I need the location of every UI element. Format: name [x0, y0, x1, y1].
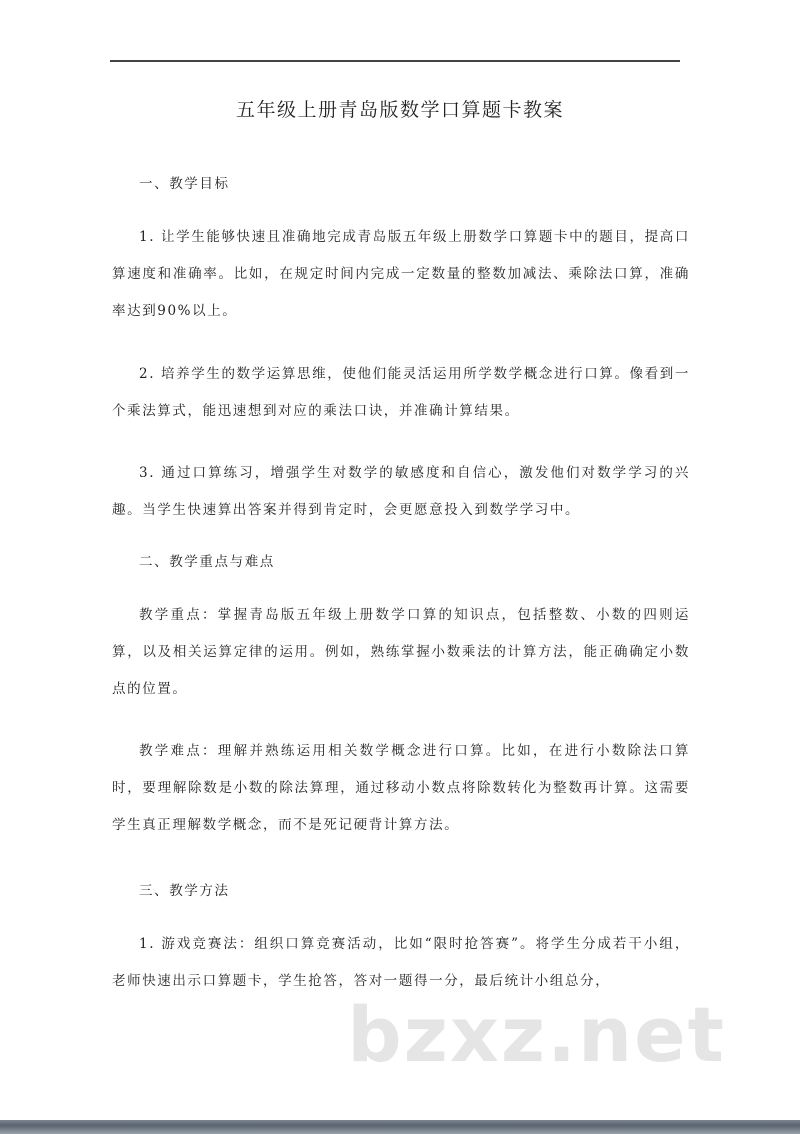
paragraph-key-point: 教学重点：掌握青岛版五年级上册数学口算的知识点，包括整数、小数的四则运算，以及相关运算定律的运用。例如，熟练掌握小数乘法的计算方法，能正确确定小数点的位置。 — [112, 607, 690, 697]
background-strip — [0, 1120, 800, 1134]
site-watermark: bzxz.net — [347, 990, 726, 1079]
paragraph-method-1: 1. 游戏竞赛法：组织口算竞赛活动，比如“限时抢答赛”。将学生分成若干小组，老师快速出示口算题卡，学生抢答，答对一题得一分，最后统计小组总分， — [112, 936, 690, 989]
paragraph-objective-1: 1. 让学生能够快速且准确地完成青岛版五年级上册数学口算题卡中的题目，提高口算速度和准确率。比如，在规定时间内完成一定数量的整数加减法、乘除法口算，准确率达到90%以上。 — [112, 229, 690, 319]
paragraph-objective-3: 3. 通过口算练习，增强学生对数学的敏感度和自信心，激发他们对数学学习的兴趣。当学生快速算出答案并得到肯定时，会更愿意投入到数学学习中。 — [112, 465, 690, 518]
section-heading-objectives: 一、教学目标 — [139, 176, 230, 192]
section-heading-methods: 三、教学方法 — [139, 883, 230, 899]
header-rule — [110, 60, 680, 62]
paragraph-difficulty: 教学难点：理解并熟练运用相关数学概念进行口算。比如，在进行小数除法口算时，要理解除数是小数的除法算理，通过移动小数点将除数转化为整数再计算。这需要学生真正理解数学概念，而不是死记硬背计算方法。 — [112, 743, 690, 833]
document-title: 五年级上册青岛版数学口算题卡教案 — [235, 99, 564, 121]
section-heading-key-points: 二、教学重点与难点 — [139, 554, 275, 570]
paragraph-objective-2: 2. 培养学生的数学运算思维，使他们能灵活运用所学数学概念进行口算。像看到一个乘法算式，能迅速想到对应的乘法口诀，并准确计算结果。 — [112, 366, 690, 419]
